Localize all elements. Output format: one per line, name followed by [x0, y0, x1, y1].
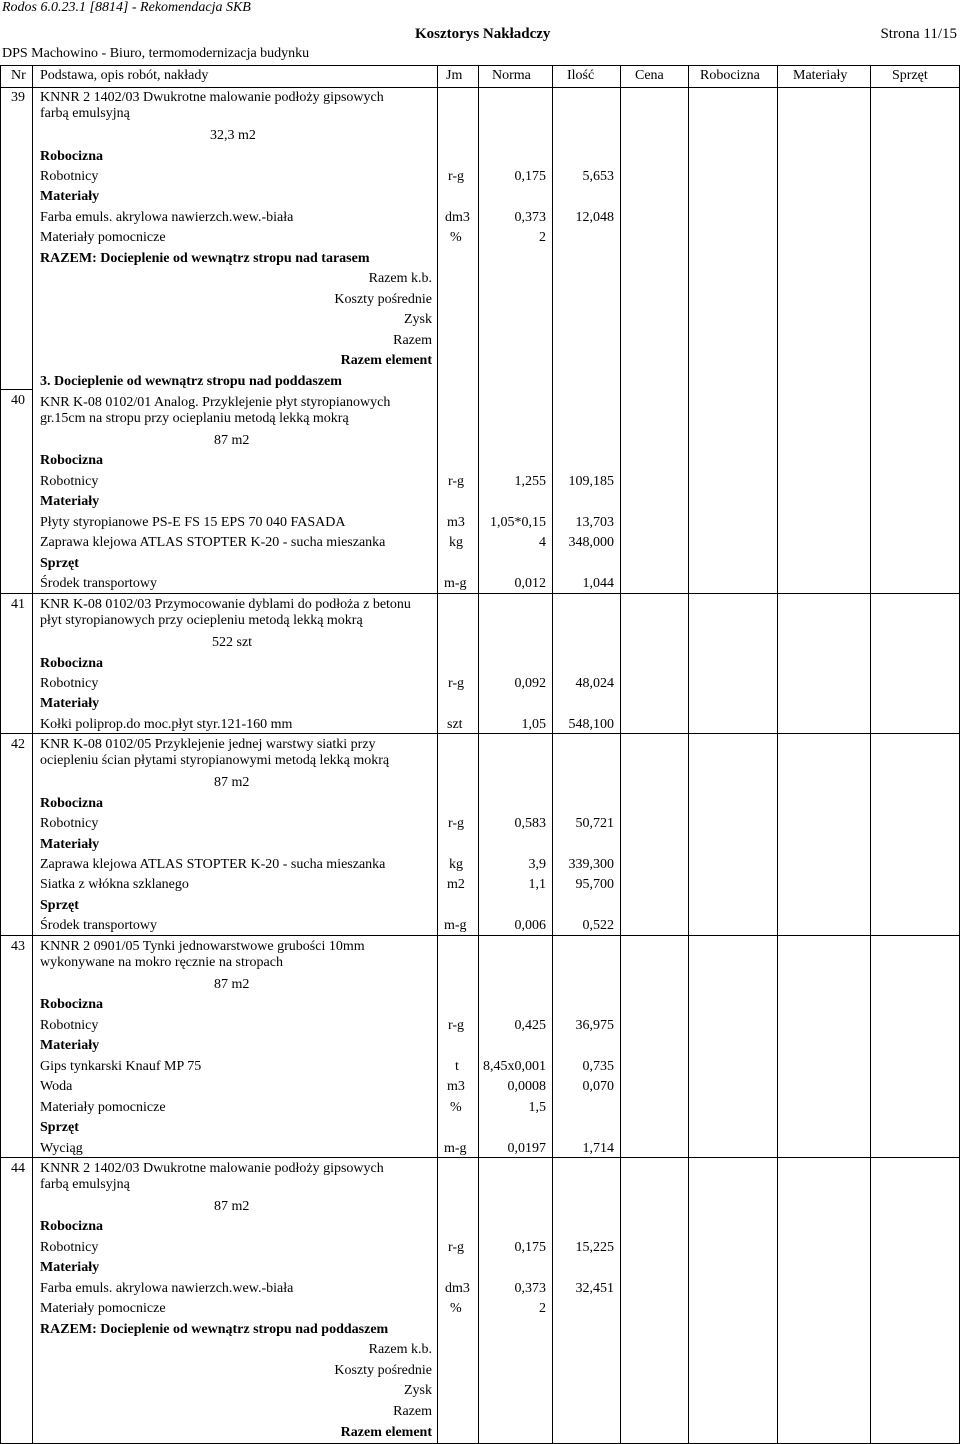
item-quantity: 87 m2 [214, 1199, 250, 1214]
material-norm: 1,5 [528, 1100, 546, 1115]
grid-line [0, 65, 1, 1444]
col-cena: Cena [635, 68, 664, 83]
labor-qty: 5,653 [582, 169, 614, 184]
labor-name: Robotnicy [40, 474, 99, 489]
col-description: Podstawa, opis robót, nakłady [40, 68, 209, 83]
grid-line [437, 65, 438, 1444]
material-qty: 95,700 [575, 877, 614, 892]
summary-title: RAZEM: Docieplenie od wewnątrz stropu nad tarasem [40, 251, 370, 266]
material-unit: % [450, 230, 462, 245]
item-description: gr.15cm na stropu przy ocieplaniu metodą lekką mokrą [40, 411, 349, 426]
summary-total: Razem [393, 333, 432, 348]
material-norm: 1,05*0,15 [490, 515, 546, 530]
summary-kb: Razem k.b. [368, 1342, 432, 1357]
equipment-name: Wyciąg [40, 1141, 83, 1156]
summary-kb: Razem k.b. [368, 271, 432, 286]
grid-line [870, 65, 871, 1444]
group-materialy: Materiały [40, 837, 100, 852]
material-name: Materiały pomocnicze [40, 1301, 166, 1316]
col-nr: Nr [11, 68, 26, 83]
labor-qty: 15,225 [575, 1240, 614, 1255]
material-name: Siatka z włókna szklanego [40, 877, 189, 892]
equipment-qty: 1,714 [582, 1141, 614, 1156]
grid-line [32, 65, 33, 1444]
material-name: Płyty styropianowe PS-E FS 15 EPS 70 040 FASADA [40, 515, 346, 530]
grid-line [777, 65, 778, 1444]
grid-line [478, 65, 479, 1444]
col-norma: Norma [492, 68, 531, 83]
summary-profit: Zysk [404, 1383, 432, 1398]
material-unit: % [450, 1100, 462, 1115]
group-materialy: Materiały [40, 696, 100, 711]
item-description: farbą emulsyjną [40, 106, 130, 121]
material-unit: kg [449, 857, 463, 872]
labor-unit: r-g [448, 816, 465, 831]
item-number: 44 [11, 1161, 25, 1176]
material-norm: 0,373 [514, 1281, 546, 1296]
item-basis: KNNR 2 1402/03 Dwukrotne malowanie podłoży gipsowych [40, 90, 384, 105]
material-norm: 3,9 [528, 857, 546, 872]
material-unit: m2 [447, 877, 465, 892]
item-quantity: 522 szt [212, 635, 253, 650]
material-norm: 0,0008 [507, 1079, 546, 1094]
material-unit: kg [449, 535, 463, 550]
grid-line [0, 935, 959, 936]
grid-line [0, 87, 959, 88]
material-unit: szt [447, 717, 463, 732]
material-unit: m3 [447, 515, 465, 530]
labor-unit: r-g [448, 1240, 465, 1255]
item-number: 39 [11, 90, 25, 105]
material-qty: 339,300 [568, 857, 614, 872]
col-sprzet: Sprzęt [892, 68, 928, 83]
material-name: Materiały pomocnicze [40, 230, 166, 245]
summary-indirect: Koszty pośrednie [334, 1363, 432, 1378]
item-number: 41 [11, 597, 25, 612]
equipment-name: Środek transportowy [40, 576, 158, 591]
item-basis: KNR K-08 0102/01 Analog. Przyklejenie płyt styropianowych [40, 395, 391, 410]
material-qty: 32,451 [575, 1281, 614, 1296]
group-materialy: Materiały [40, 189, 100, 204]
grid-line [0, 593, 959, 594]
labor-name: Robotnicy [40, 816, 99, 831]
item-basis: KNNR 2 0901/05 Tynki jednowarstwowe grubości 10mm [40, 939, 365, 954]
material-norm: 8,45x0,001 [483, 1059, 546, 1074]
grid-line [0, 65, 959, 66]
group-robocizna: Robocizna [40, 453, 103, 468]
equipment-unit: m-g [444, 918, 467, 933]
labor-name: Robotnicy [40, 1018, 99, 1033]
labor-qty: 36,975 [575, 1018, 614, 1033]
summary-profit: Zysk [404, 312, 432, 327]
labor-norm: 0,425 [514, 1018, 546, 1033]
group-robocizna: Robocizna [40, 1219, 103, 1234]
item-basis: KNR K-08 0102/05 Przyklejenie jednej warstwy siatki przy [40, 737, 376, 752]
item-quantity: 87 m2 [214, 433, 250, 448]
labor-norm: 0,175 [514, 169, 546, 184]
group-materialy: Materiały [40, 494, 100, 509]
labor-unit: r-g [448, 474, 465, 489]
page-number: Strona 11/15 [880, 26, 957, 42]
summary-title: RAZEM: Docieplenie od wewnątrz stropu nad poddaszem [40, 1322, 389, 1337]
material-qty: 12,048 [575, 210, 614, 225]
equipment-norm: 0,012 [514, 576, 546, 591]
item-description: wykonywane na mokro ręcznie na stropach [40, 955, 283, 970]
labor-unit: r-g [448, 1018, 465, 1033]
table-header [0, 65, 959, 87]
equipment-qty: 1,044 [582, 576, 614, 591]
summary-total: Razem [393, 1404, 432, 1419]
item-number: 40 [11, 393, 25, 408]
labor-name: Robotnicy [40, 169, 99, 184]
equipment-unit: m-g [444, 1141, 467, 1156]
material-qty: 548,100 [568, 717, 614, 732]
summary-element: Razem element [340, 1425, 432, 1440]
item-quantity: 87 m2 [214, 775, 250, 790]
col-robocizna: Robocizna [700, 68, 760, 83]
material-name: Farba emuls. akrylowa nawierzch.wew.-biała [40, 1281, 294, 1296]
item-description: płyt styropianowych przy ociepleniu metodą lekką mokrą [40, 613, 363, 628]
group-sprzet: Sprzęt [40, 556, 79, 571]
labor-qty: 48,024 [575, 676, 614, 691]
document-title: Kosztorys Nakładczy [415, 26, 551, 42]
material-norm: 2 [539, 1301, 546, 1316]
grid-line [552, 65, 553, 1444]
material-name: Farba emuls. akrylowa nawierzch.wew.-biała [40, 210, 294, 225]
group-robocizna: Robocizna [40, 796, 103, 811]
material-norm: 1,1 [528, 877, 546, 892]
material-norm: 2 [539, 230, 546, 245]
summary-element: Razem element [340, 353, 432, 368]
group-robocizna: Robocizna [40, 656, 103, 671]
grid-line [688, 65, 689, 1444]
grid-line [0, 733, 959, 734]
equipment-norm: 0,006 [514, 918, 546, 933]
material-unit: dm3 [445, 210, 470, 225]
equipment-qty: 0,522 [582, 918, 614, 933]
material-qty: 13,703 [575, 515, 614, 530]
labor-name: Robotnicy [40, 676, 99, 691]
equipment-name: Środek transportowy [40, 918, 158, 933]
material-unit: t [455, 1059, 459, 1074]
labor-name: Robotnicy [40, 1240, 99, 1255]
group-robocizna: Robocizna [40, 149, 103, 164]
grid-line [0, 389, 33, 390]
group-materialy: Materiały [40, 1038, 100, 1053]
labor-norm: 0,092 [514, 676, 546, 691]
material-name: Kołki poliprop.do moc.płyt styr.121-160 mm [40, 717, 293, 732]
material-name: Zaprawa klejowa ATLAS STOPTER K-20 - sucha mieszanka [40, 535, 386, 550]
group-sprzet: Sprzęt [40, 898, 79, 913]
grid-line [620, 65, 621, 1444]
material-qty: 0,735 [582, 1059, 614, 1074]
labor-qty: 109,185 [568, 474, 614, 489]
group-robocizna: Robocizna [40, 997, 103, 1012]
col-ilosc: Ilość [567, 68, 595, 83]
material-name: Gips tynkarski Knauf MP 75 [40, 1059, 202, 1074]
material-name: Materiały pomocnicze [40, 1100, 166, 1115]
labor-unit: r-g [448, 169, 465, 184]
material-qty: 0,070 [582, 1079, 614, 1094]
material-norm: 1,05 [521, 717, 546, 732]
material-norm: 4 [539, 535, 546, 550]
equipment-unit: m-g [444, 576, 467, 591]
grid-line [0, 1157, 959, 1158]
item-quantity: 32,3 m2 [210, 128, 256, 143]
app-title: Rodos 6.0.23.1 [8814] - Rekomendacja SKB [2, 0, 251, 15]
material-name: Woda [40, 1079, 73, 1094]
summary-indirect: Koszty pośrednie [334, 292, 432, 307]
material-unit: m3 [447, 1079, 465, 1094]
section-title: 3. Docieplenie od wewnątrz stropu nad poddaszem [40, 374, 342, 389]
equipment-norm: 0,0197 [507, 1141, 546, 1156]
labor-norm: 1,255 [514, 474, 546, 489]
item-description: ociepleniu ścian płytami styropianowymi metodą lekką mokrą [40, 753, 390, 768]
item-number: 42 [11, 737, 25, 752]
labor-norm: 0,175 [514, 1240, 546, 1255]
col-materialy: Materiały [793, 68, 848, 83]
material-name: Zaprawa klejowa ATLAS STOPTER K-20 - sucha mieszanka [40, 857, 386, 872]
project-name: DPS Machowino - Biuro, termomodernizacja budynku [2, 46, 310, 61]
material-qty: 348,000 [568, 535, 614, 550]
item-number: 43 [11, 939, 25, 954]
item-description: farbą emulsyjną [40, 1177, 130, 1192]
item-basis: KNNR 2 1402/03 Dwukrotne malowanie podłoży gipsowych [40, 1161, 384, 1176]
material-unit: % [450, 1301, 462, 1316]
labor-qty: 50,721 [575, 816, 614, 831]
group-materialy: Materiały [40, 1260, 100, 1275]
item-basis: KNR K-08 0102/03 Przymocowanie dyblami do podłoża z betonu [40, 597, 411, 612]
labor-norm: 0,583 [514, 816, 546, 831]
material-unit: dm3 [445, 1281, 470, 1296]
material-norm: 0,373 [514, 210, 546, 225]
col-jm: Jm [446, 68, 463, 83]
item-quantity: 87 m2 [214, 977, 250, 992]
group-sprzet: Sprzęt [40, 1120, 79, 1135]
labor-unit: r-g [448, 676, 465, 691]
